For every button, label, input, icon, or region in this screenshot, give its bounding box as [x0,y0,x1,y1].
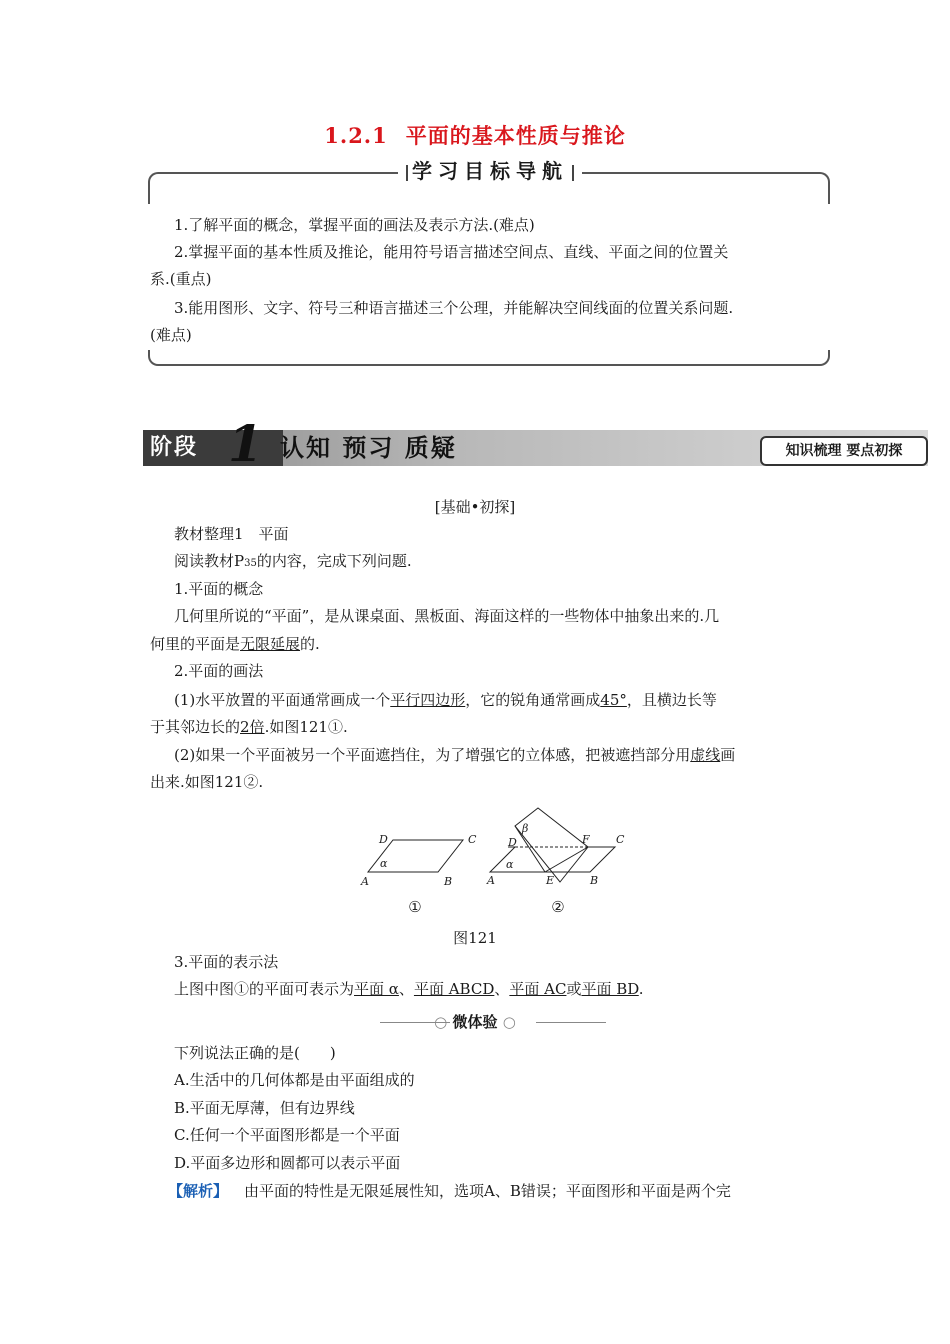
trial-header: ○ 微体验 ○ [434,1013,516,1031]
figure-caption: 图121 [453,929,497,947]
notation-heading: 3.平面的表示法 [174,953,279,971]
fig2-label-C: C [616,833,625,846]
notation-line: 上图中图①的平面可表示为平面 α、平面 ABCD、平面 AC或平面 BD. [174,980,644,998]
concept-line-2: 何里的平面是无限延展的. [150,635,320,653]
drawing-p1-cont: 于其邻边长的2倍.如图121①. [150,718,348,736]
fig2-label-B: B [590,874,599,887]
goal-item-3-cont: (难点) [150,326,192,344]
question-stem: 下列说法正确的是( ) [174,1044,336,1062]
goal-header [398,156,582,186]
fig1-label-A: A [361,875,369,888]
fig1-label-C: C [468,833,477,846]
drawing-p1: (1)水平放置的平面通常画成一个平行四边形，它的锐角通常画成45°，且横边长等 [174,691,717,709]
concept-heading: 1.平面的概念 [174,580,264,598]
concept-line-1: 几何里所说的“平面”，是从课桌面、黑板面、海面这样的一些物体中抽象出来的.几 [174,607,720,625]
option-b: B.平面无厚薄，但有边界线 [174,1099,355,1117]
stage-label: 阶段 [150,435,199,460]
goal-item-3: 3.能用图形、文字、符号三种语言描述三个公理，并能解决空间线面的位置关系问题. [174,299,734,317]
material-read: 阅读教材P35的内容，完成下列问题. [174,552,412,570]
fig1-label-D: D [379,833,388,846]
fig1-label-alpha: α [380,857,388,870]
goal-header-left-bar [406,165,408,181]
fig2-label-A: A [487,874,495,887]
goal-header-right-bar [572,165,574,181]
stage-number: 1 [228,414,263,473]
analysis-label: 【解析】 [168,1182,229,1200]
fig1-mark: ① [408,898,422,916]
fig2-beta-edge-left [515,826,545,872]
fig2-label-alpha: α [506,858,514,871]
goal-item-2-cont: 系.(重点) [150,270,212,288]
fig2-label-F: F [582,833,590,846]
fig2-label-D: D [508,836,517,849]
stage-tag: 知识梳理 要点初探 [760,436,928,466]
fig2-label-E: E [546,874,555,887]
goal-box-bottom-frame [148,350,830,366]
fig2-plane-alpha-right [545,847,615,872]
section-title: 平面的基本性质与推论 [405,123,626,148]
section-number: 1.2.1 [324,123,388,148]
fig1-label-B: B [444,875,453,888]
goal-item-2: 2.掌握平面的基本性质及推论，能用符号语言描述空间点、直线、平面之间的位置关 [174,243,729,261]
drawing-p2-cont: 出来.如图121②. [150,773,264,791]
analysis-text: 由平面的特性是无限延展性知，选项A、B错误；平面图形和平面是两个完 [244,1182,731,1200]
analysis [168,1177,818,1205]
drawing-p2: (2)如果一个平面被另一个平面遮挡住，为了增强它的立体感，把被遮挡部分用虚线画 [174,746,736,764]
goal-header-text: 学习目标导航 [412,159,568,183]
fig2-mark: ② [551,898,565,916]
section-tag: [基础•初探] [434,498,516,516]
figure-121 [350,800,640,920]
fig2-label-beta: β [522,822,529,835]
option-a: A.生活中的几何体都是由平面组成的 [174,1071,415,1089]
page-title [0,120,950,150]
material-heading: 教材整理1 平面 [174,525,289,543]
option-d: D.平面多边形和圆都可以表示平面 [174,1154,401,1172]
fig2-plane-beta [515,808,588,882]
option-c: C.任何一个平面图形都是一个平面 [174,1126,400,1144]
drawing-heading: 2.平面的画法 [174,662,264,680]
fig2-intersection [545,847,588,872]
goal-item-1: 1.了解平面的概念，掌握平面的画法及表示方法.(难点) [174,216,535,234]
stage-title: 认知 预习 质疑 [280,434,457,462]
